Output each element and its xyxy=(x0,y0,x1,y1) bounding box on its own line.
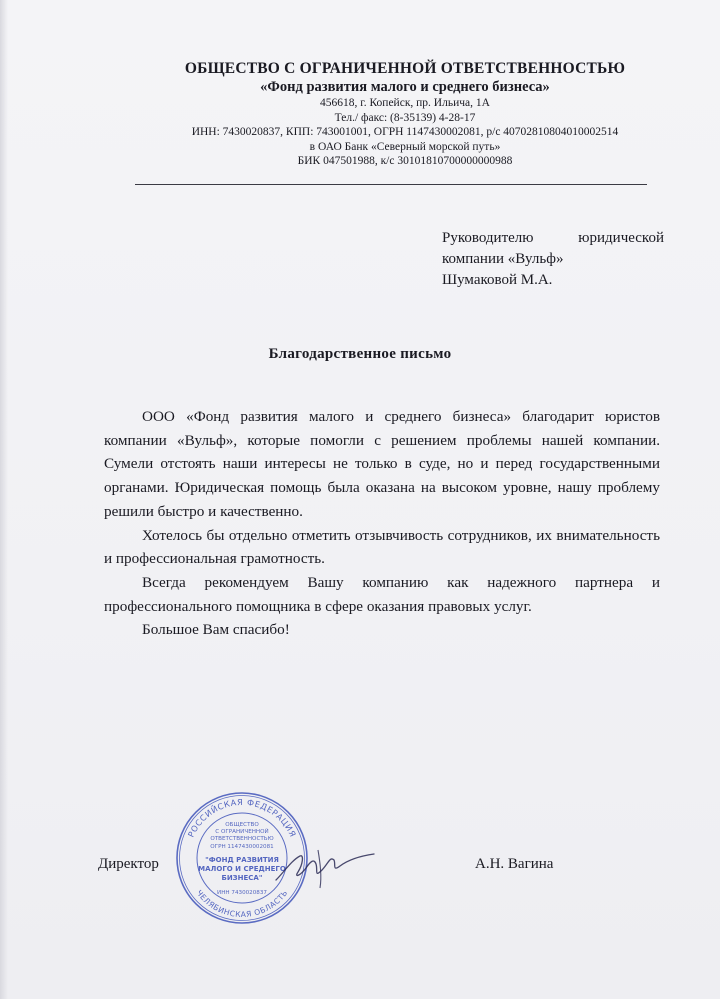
body-paragraph-3: Всегда рекомендуем Вашу компанию как надежного партнера и профессионального помощника в сфере оказания правовых услуг. xyxy=(104,573,660,615)
body-paragraph-4: Большое Вам спасибо! xyxy=(142,621,290,639)
letterhead-phone: Тел./ факс: (8-35139) 4-28-17 xyxy=(334,111,476,124)
handwritten-signature xyxy=(270,842,380,892)
signer-position: Директор xyxy=(98,856,159,872)
stamp-center-line-3: БИЗНЕСА" xyxy=(221,874,263,882)
addressee-block xyxy=(442,228,664,291)
letterhead xyxy=(110,60,700,169)
letterhead-bank: в ОАО Банк «Северный морской путь» xyxy=(309,140,501,153)
letter-title: Благодарственное письмо xyxy=(268,346,452,362)
body-paragraph-2: Хотелось бы отдельно отметить отзывчивость сотрудников, их внимательность и профессиональная грамотность. xyxy=(104,526,660,568)
stamp-inner-line-4: ОГРН 1147430002081 xyxy=(210,844,274,850)
stamp-inner-line-2: С ОГРАНИЧЕННОЙ xyxy=(215,829,269,835)
stamp-center-line-2: МАЛОГО И СРЕДНЕГО xyxy=(198,865,286,873)
letterhead-address: 456618, г. Копейск, пр. Ильича, 1А xyxy=(320,97,490,109)
letterhead-org-type: ОБЩЕСТВО С ОГРАНИЧЕННОЙ ОТВЕТСТВЕННОСТЬЮ xyxy=(184,60,626,77)
letterhead-requisites: ИНН: 7430020837, КПП: 743001001, ОГРН 1147430002081, р/с 40702810804010002514 xyxy=(191,126,619,138)
stamp-inner-line-3: ОТВЕТСТВЕННОСТЬЮ xyxy=(210,836,274,842)
addressee-line-3: Шумаковой М.А. xyxy=(442,272,553,288)
stamp-outer-bottom-text: ЧЕЛЯБИНСКАЯ ОБЛАСТЬ xyxy=(194,888,290,920)
letterhead-divider xyxy=(135,184,647,185)
addressee-line-1: Руководителю юридической xyxy=(442,230,664,246)
stamp-inner-line-1: ОБЩЕСТВО xyxy=(225,822,259,828)
stamp-inn: ИНН 7430020837 xyxy=(217,890,267,896)
stamp-center-line-1: "ФОНД РАЗВИТИЯ xyxy=(205,856,279,864)
page-edge-shadow xyxy=(0,0,8,999)
stamp-outer-top-text: РОССИЙСКАЯ ФЕДЕРАЦИЯ xyxy=(185,796,299,839)
signer-name: А.Н. Вагина xyxy=(475,856,554,872)
body-paragraph-1: ООО «Фонд развития малого и среднего бизнеса» благодарит юристов компании «Вульф», которые помогли с решением проблемы нашей компании. Сумели отстоять наши интересы не только в суде, но и перед государственными органами. Юридическая помощь была оказана на высоком уровне, нашу проблему решили быстро и качественно. xyxy=(104,408,660,520)
addressee-line-2: компании «Вульф» xyxy=(442,251,564,267)
letterhead-bik: БИК 047501988, к/с 30101810700000000988 xyxy=(297,155,513,167)
letter-body xyxy=(104,405,660,642)
letterhead-org-name: «Фонд развития малого и среднего бизнеса» xyxy=(260,79,550,95)
